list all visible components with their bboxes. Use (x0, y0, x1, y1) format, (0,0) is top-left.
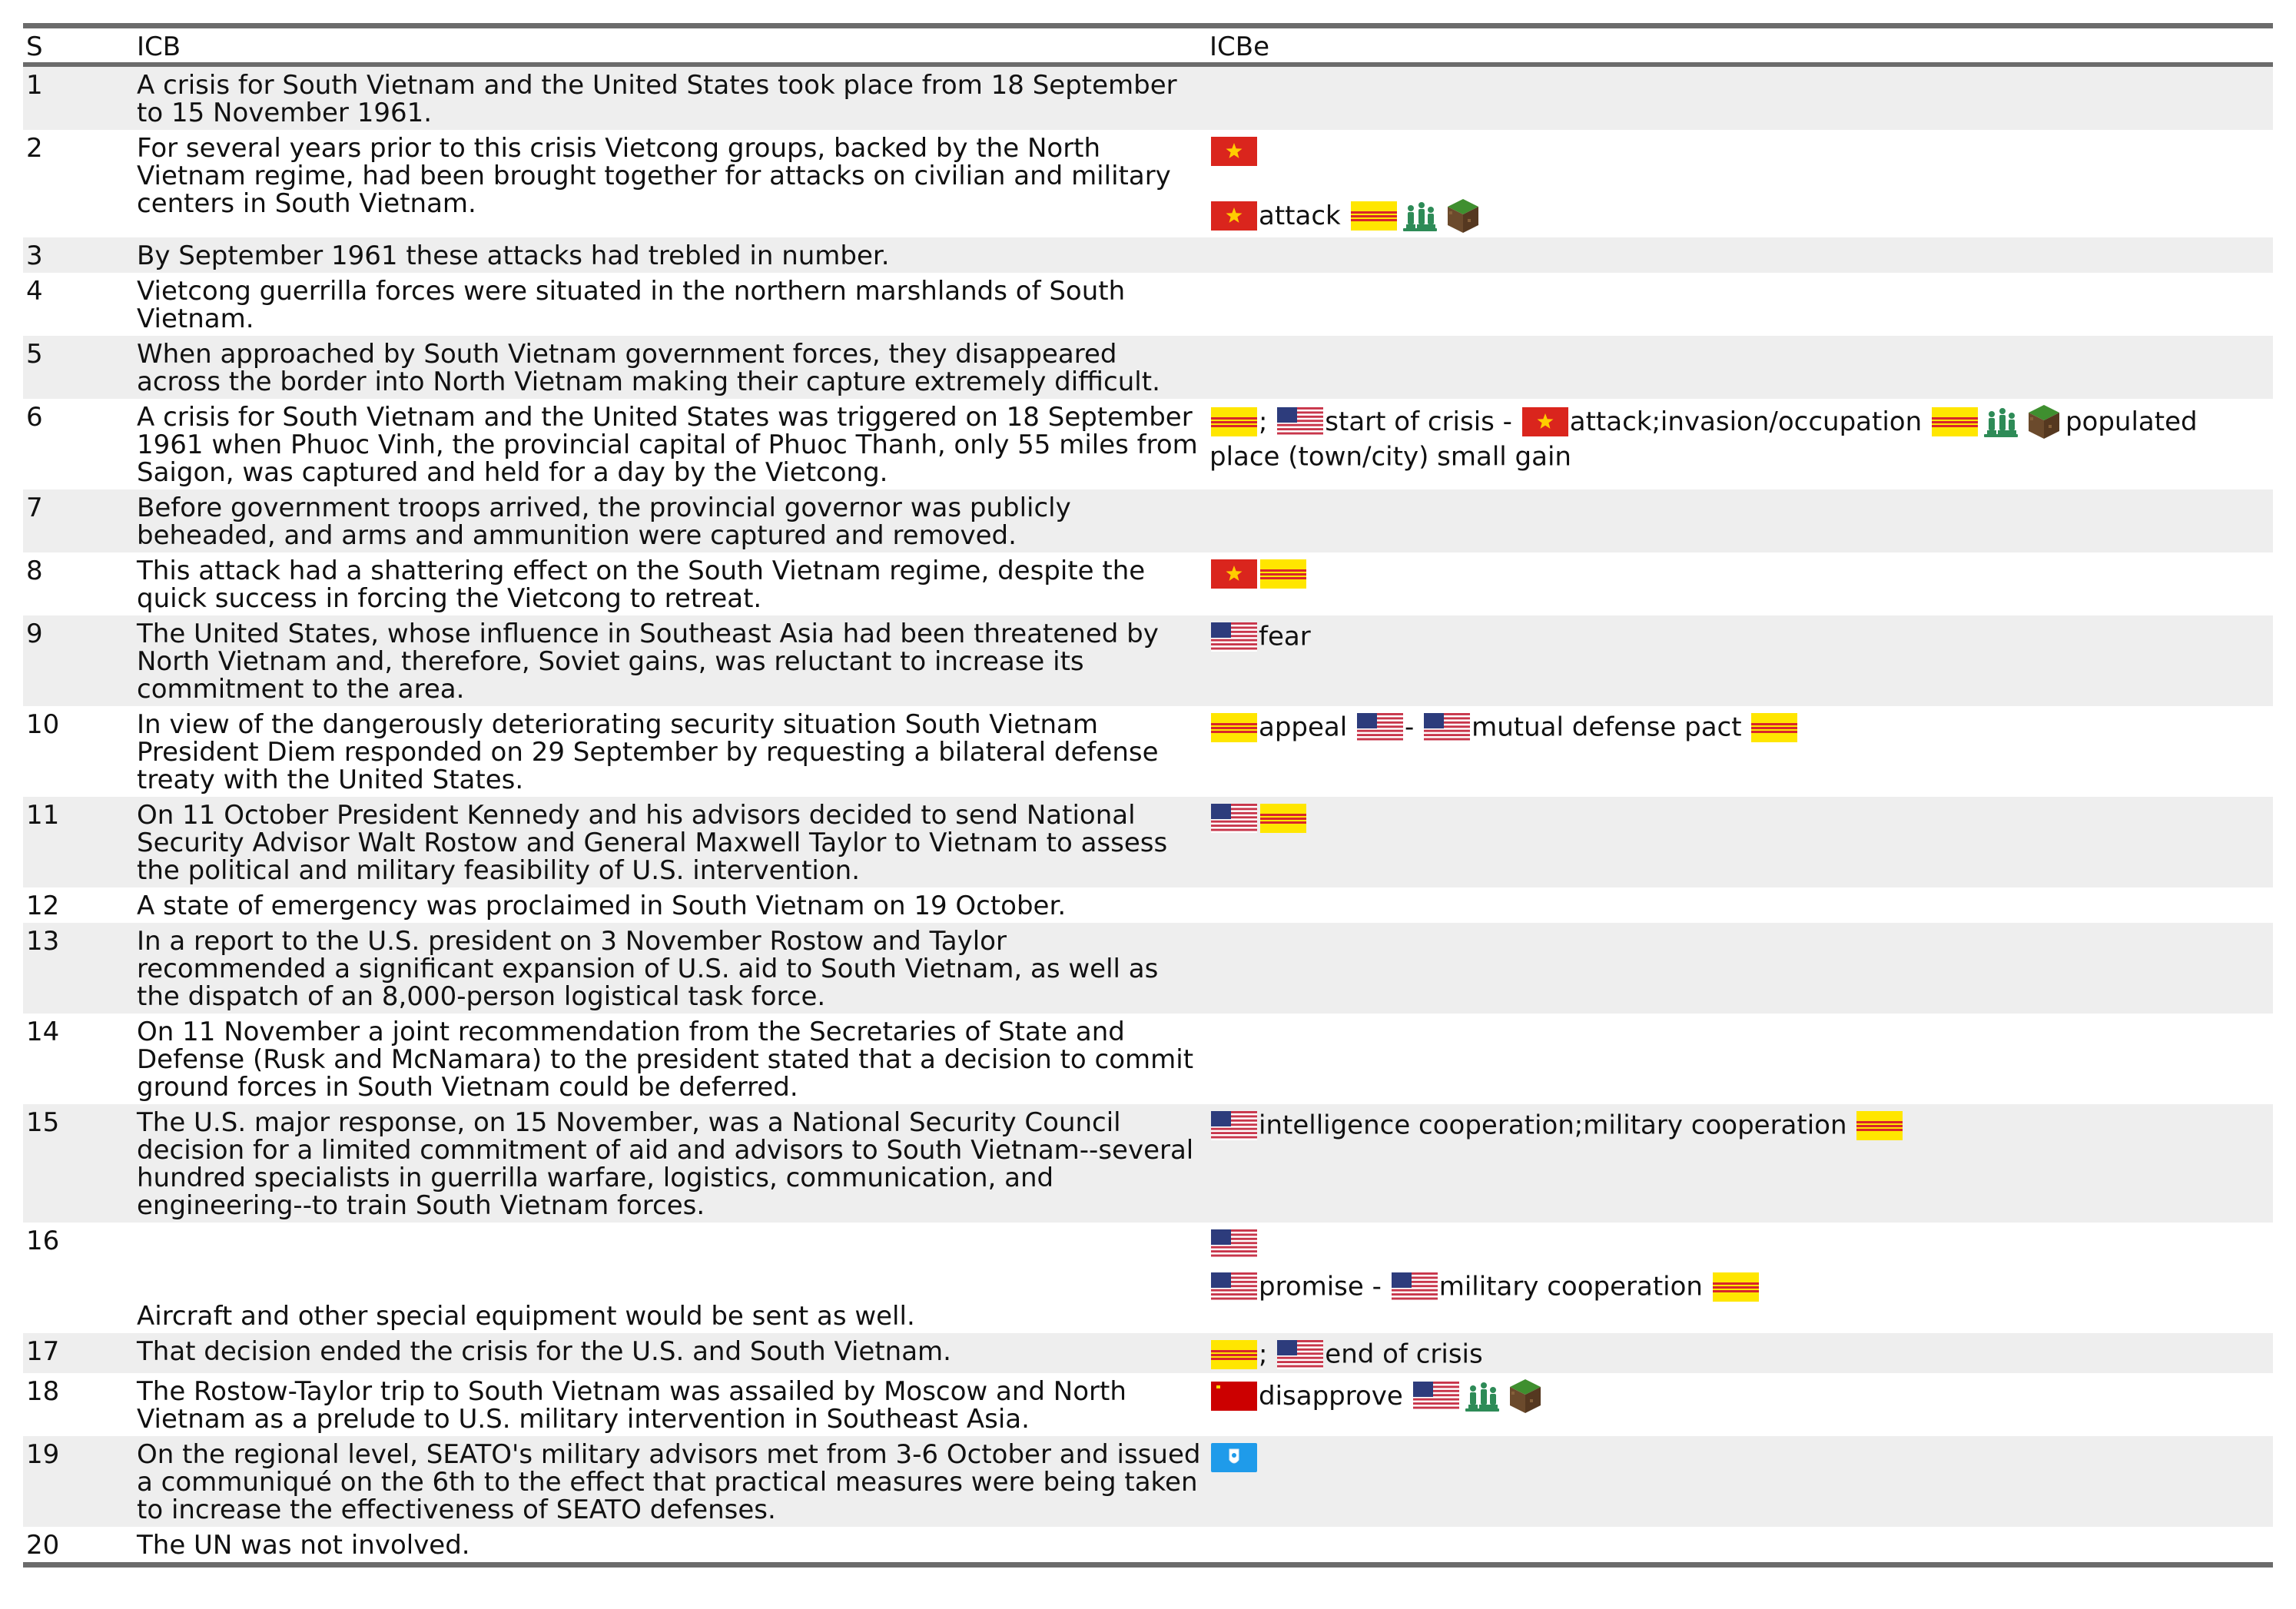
icbe-events (1206, 615, 2273, 706)
event-line (1209, 1227, 2270, 1259)
south-vietnam-flag-icon (1260, 804, 1306, 833)
table-row (23, 1223, 2273, 1333)
event-text: appeal (1259, 712, 1348, 743)
event-text: promise - (1259, 1271, 1382, 1302)
event-text: populated place (town/city) small gain (1209, 406, 2198, 473)
north-vietnam-flag-icon (1522, 407, 1568, 436)
icbe-events (1206, 706, 2273, 797)
usa-flag-icon (1392, 1272, 1438, 1302)
crisis-table (23, 23, 2273, 1568)
south-vietnam-flag-icon (1932, 407, 1978, 436)
sentence-number: 2 (26, 133, 43, 164)
icbe-events (1206, 1436, 2273, 1527)
icb-text: In a report to the U.S. president on 3 November Rostow and Taylor recommended a significant expansion of U.S. aid to South Vietnam, as well as the dispatch of an 8,000-person logistical task force. (137, 926, 1159, 1012)
icbe-events (1206, 887, 2273, 923)
sentence-number: 16 (26, 1226, 60, 1256)
sentence-number: 8 (26, 556, 43, 586)
soldiers-icon (1464, 1378, 1501, 1415)
table-row (23, 1104, 2273, 1223)
sentence-number: 18 (26, 1376, 60, 1407)
icbe-events (1206, 797, 2273, 887)
icb-sentence: Aircraft and other special equipment would be sent as well. (137, 1301, 915, 1332)
sentence-number: 4 (26, 276, 43, 307)
document-sheet (23, 23, 2273, 1568)
table-row (23, 615, 2273, 706)
event-text: attack (1259, 201, 1341, 231)
usa-flag-icon (1357, 713, 1403, 742)
south-vietnam-flag-icon (1751, 713, 1797, 742)
icbe-events (1206, 923, 2273, 1014)
icb-text: When approached by South Vietnam government forces, they disappeared across the border into North Vietnam making their capture extremely difficult. (137, 339, 1160, 397)
icbe-events (1206, 1527, 2273, 1565)
south-vietnam-flag-icon (1856, 1111, 1903, 1140)
table-row (23, 923, 2273, 1014)
icbe-events (1206, 1104, 2273, 1223)
land-block-icon (1507, 1378, 1544, 1415)
seato-flag-icon (1211, 1443, 1257, 1472)
icbe-events (1206, 130, 2273, 237)
icbe-events (1206, 237, 2273, 273)
usa-flag-icon (1211, 1229, 1257, 1259)
event-line (1209, 801, 2270, 834)
usa-flag-icon (1211, 622, 1257, 652)
table-row (23, 1014, 2273, 1104)
usa-flag-icon (1413, 1382, 1459, 1411)
icb-text: On 11 November a joint recommendation from the Secretaries of State and Defense (Rusk and McNamara) to the president stated that a decision to commit ground forces in South Vietnam could be deferred. (137, 1017, 1194, 1103)
icbe-events (1206, 273, 2273, 336)
header-icbe: ICBe (1209, 32, 1270, 62)
icbe-events (1206, 489, 2273, 552)
table-row (23, 706, 2273, 797)
icb-text: That decision ended the crisis for the U.S. and South Vietnam. (137, 1336, 951, 1367)
header-row (23, 26, 2273, 65)
south-vietnam-flag-icon (1211, 713, 1257, 742)
south-vietnam-flag-icon (1211, 1340, 1257, 1369)
icb-text: By September 1961 these attacks had trebled in number. (137, 241, 890, 271)
soldiers-icon (1982, 403, 2019, 440)
icbe-events (1206, 399, 2273, 489)
north-vietnam-flag-icon (1211, 137, 1257, 166)
table-row (23, 797, 2273, 887)
icbe-events (1206, 552, 2273, 615)
sentence-number: 11 (26, 800, 60, 831)
event-text: - (1405, 712, 1415, 743)
table-row (23, 273, 2273, 336)
table-row (23, 65, 2273, 130)
event-text: military cooperation (1438, 1271, 1703, 1302)
event-line (1209, 197, 2270, 234)
table-row (23, 1373, 2273, 1436)
sentence-number: 20 (26, 1530, 60, 1561)
icbe-events (1206, 336, 2273, 399)
soldiers-icon (1402, 197, 1438, 234)
sentence-number: 13 (26, 926, 60, 957)
usa-flag-icon (1424, 713, 1470, 742)
icb-text: On the regional level, SEATO's military advisors met from 3-6 October and issued a communiqué on the 6th to the effect that practical measures were being taken to increase the effectiveness of SEATO defenses. (137, 1439, 1201, 1525)
sentence-number: 7 (26, 493, 43, 523)
event-line (1209, 711, 2270, 743)
table-row (23, 1436, 2273, 1527)
land-block-icon (2026, 403, 2062, 440)
sentence-number: 9 (26, 619, 43, 649)
table-row (23, 1333, 2273, 1373)
icb-text: A state of emergency was proclaimed in South Vietnam on 19 October. (137, 891, 1067, 921)
icbe-events (1206, 1014, 2273, 1104)
usa-flag-icon (1277, 1340, 1323, 1369)
icb-text: For several years prior to this crisis Vietcong groups, backed by the North Vietnam regime, had been brought together for attacks on civilian and military centers in South Vietnam. (137, 133, 1171, 219)
icb-text: A crisis for South Vietnam and the United States took place from 18 September to 15 November 1961. (137, 70, 1177, 128)
icbe-events (1206, 1373, 2273, 1436)
event-text: intelligence cooperation;military cooperation (1259, 1110, 1847, 1141)
header-icb: ICB (137, 32, 181, 62)
event-line (1209, 1378, 2270, 1415)
event-text: start of crisis - (1325, 406, 1512, 437)
sentence-number: 5 (26, 339, 43, 370)
icb-text: Before government troops arrived, the provincial governor was publicly beheaded, and arms and ammunition were captured and removed. (137, 493, 1071, 551)
sentence-number: 10 (26, 709, 60, 740)
icb-text: On 11 October President Kennedy and his advisors decided to send National Security Advisor Walt Rostow and General Maxwell Taylor to Vietnam to assess the political and military feasibility of U.S. intervention. (137, 800, 1168, 886)
sentence-number: 19 (26, 1439, 60, 1470)
usa-flag-icon (1211, 1111, 1257, 1140)
sentence-number: 17 (26, 1336, 60, 1367)
event-line (1209, 620, 2270, 652)
south-vietnam-flag-icon (1260, 559, 1306, 589)
icb-text: A crisis for South Vietnam and the United States was triggered on 18 September 1961 when Phuoc Vinh, the provincial capital of Phuoc Thanh, only 55 miles from Saigon, was captured and held for a day by the Vietcong. (137, 402, 1198, 488)
table-row (23, 130, 2273, 237)
event-line (1209, 1338, 2270, 1370)
south-vietnam-flag-icon (1351, 201, 1397, 231)
icb-text: The UN was not involved. (137, 1530, 470, 1561)
table-row (23, 336, 2273, 399)
icb-text: In view of the dangerously deteriorating security situation South Vietnam President Diem responded on 29 September by requesting a bilateral defense treaty with the United States. (137, 709, 1159, 795)
sentence-number: 12 (26, 891, 60, 921)
usa-flag-icon (1211, 1272, 1257, 1302)
north-vietnam-flag-icon (1211, 201, 1257, 231)
event-line (1209, 403, 2270, 473)
sentence-number: 1 (26, 70, 43, 101)
event-text: mutual defense pact (1471, 712, 1742, 743)
icbe-events (1206, 1223, 2273, 1333)
icb-text: This attack had a shattering effect on the South Vietnam regime, despite the quick success in forcing the Vietcong to retreat. (137, 556, 1146, 614)
table-row (23, 552, 2273, 615)
sentence-number: 14 (26, 1017, 60, 1047)
event-text: attack;invasion/occupation (1569, 406, 1923, 437)
table-row (23, 399, 2273, 489)
event-line (1209, 1109, 2270, 1141)
event-line (1209, 134, 2270, 167)
icb-text: The United States, whose influence in Southeast Asia had been threatened by North Vietnam and, therefore, Soviet gains, was reluctant to increase its commitment to the area. (137, 619, 1159, 705)
event-line (1209, 1270, 2270, 1302)
icb-text (134, 1223, 1206, 1333)
north-vietnam-flag-icon (1211, 559, 1257, 589)
event-text: ; (1259, 1339, 1268, 1370)
ussr-flag-icon (1211, 1382, 1257, 1411)
icb-text: The Rostow-Taylor trip to South Vietnam was assailed by Moscow and North Vietnam as a prelude to U.S. military intervention in Southeast Asia. (137, 1376, 1126, 1435)
table-row (23, 1527, 2273, 1565)
south-vietnam-flag-icon (1211, 407, 1257, 436)
event-line (1209, 1441, 2270, 1473)
icb-text: The U.S. major response, on 15 November, was a National Security Council decision for a limited commitment of aid and advisors to South Vietnam--several hundred specialists in guerrilla warfare, logistics, communication, and engineering--to train South Vietnam forces. (137, 1107, 1194, 1221)
table-row (23, 237, 2273, 273)
table-row (23, 887, 2273, 923)
header-s: S (26, 32, 43, 62)
sentence-number: 15 (26, 1107, 60, 1138)
sentence-number: 3 (26, 241, 43, 271)
sentence-number: 6 (26, 402, 43, 433)
event-text: ; (1259, 406, 1268, 437)
usa-flag-icon (1277, 407, 1323, 436)
icbe-events (1206, 1333, 2273, 1373)
icbe-events (1206, 65, 2273, 130)
event-text: disapprove (1259, 1381, 1403, 1412)
table-row (23, 489, 2273, 552)
south-vietnam-flag-icon (1713, 1272, 1759, 1302)
icb-text: Vietcong guerrilla forces were situated in the northern marshlands of South Vietnam. (137, 276, 1126, 334)
land-block-icon (1445, 197, 1481, 234)
event-text: end of crisis (1325, 1339, 1483, 1370)
event-text: fear (1259, 621, 1311, 652)
event-line (1209, 557, 2270, 589)
usa-flag-icon (1211, 804, 1257, 833)
